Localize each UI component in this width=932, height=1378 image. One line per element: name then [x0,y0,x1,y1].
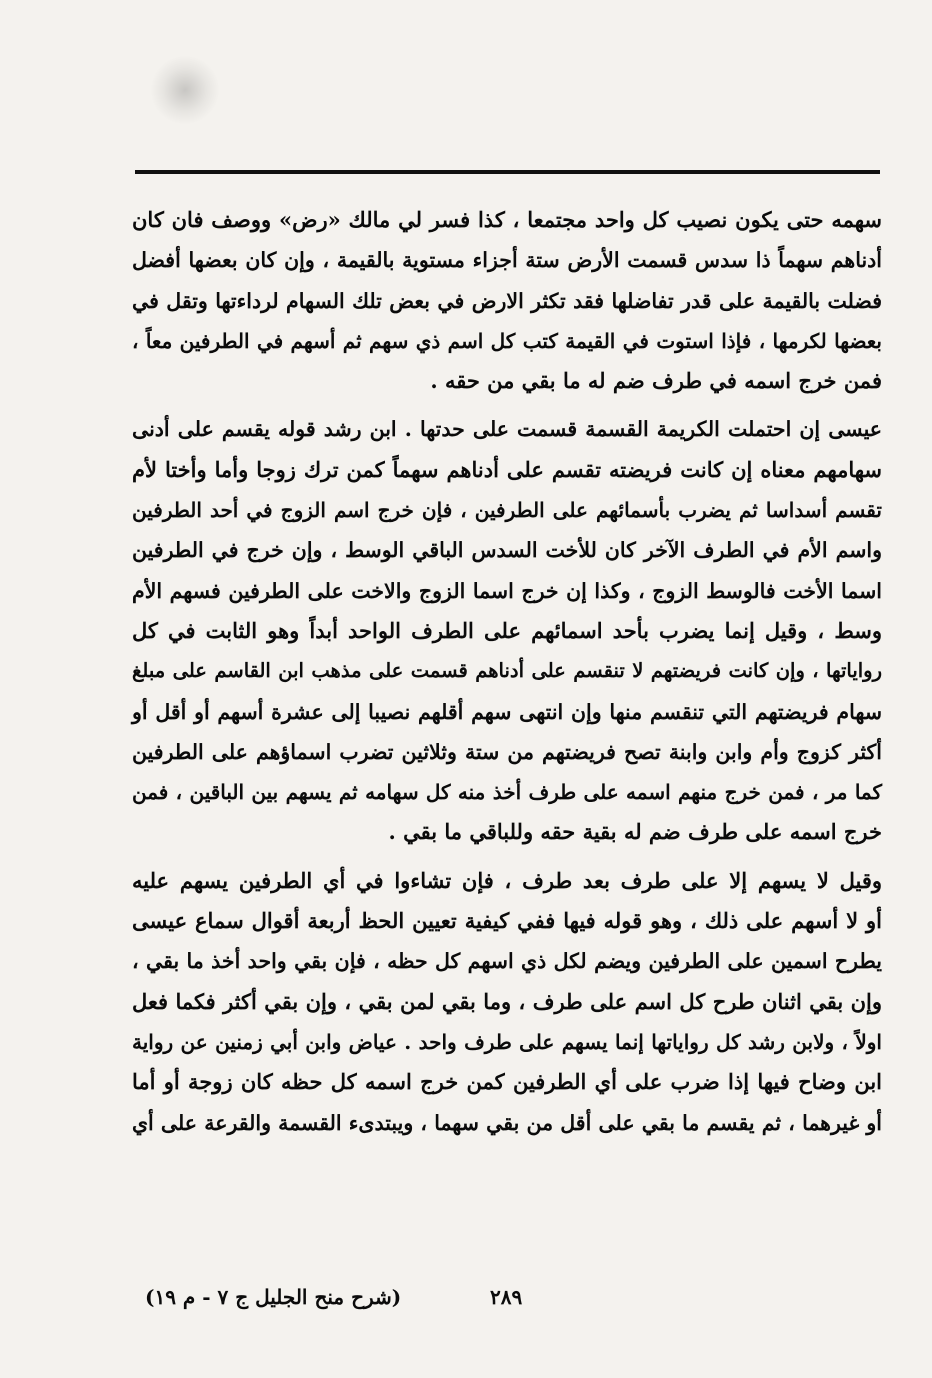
text-line: فمن خرج اسمه في طرف ضم له ما بقي من حقه . [430,368,882,394]
text-line: أو غيرهما ، ثم يقسم ما بقي على أقل من بقي سهما ، ويبتدىء القسمة والقرعة على أي [132,1110,882,1135]
text-line: واسم الأم في الطرف الآخر كان للأخت السدس الباقي الوسط ، وإن خرج في الطرفين [132,538,882,563]
paragraph-2 [132,409,882,852]
header-rule [135,170,880,174]
text-line: أدناهم سهماً ذا سدس قسمت الأرض ستة أجزاء مستوية بالقيمة ، وإن كان بعضها أفضل [132,248,882,273]
scan-smudge [150,55,220,125]
text-line: سهام فريضتهم التي تنقسم منها وإن انتهى سهم أقلهم نصيبا إلى عشرة أسهم أو أقل أو [132,699,882,724]
body-text [132,200,882,1143]
text-line: بعضها لكرمها ، فإذا استوت في القيمة كتب كل اسم ذي سهم ثم أسهم في الطرفين معاً ، [132,328,882,353]
text-line: عيسى إن احتملت الكريمة القسمة قسمت على حدتها . ابن رشد قوله يقسم على أدنى [132,417,882,442]
text-line: أو لا أسهم على ذلك ، وهو قوله فيها ففي كيفية تعيين الحظ أربعة أقوال سماع عيسى [132,908,882,934]
text-line: اولاً ، ولابن رشد كل رواياتها إنما يسهم على طرف واحد . عياض وابن أبي زمنين عن رواية [132,1029,882,1054]
text-line: وسط ، وقيل إنما يضرب بأحد اسمائهم على الطرف الواحد أبداً وهو الثابت في كل [132,617,882,643]
text-line: أكثر كزوج وأم وابن وابنة تصح فريضتهم من ستة وثلاثين تضرب اسماؤهم على الطرفين [132,739,882,764]
paragraph-1 [132,200,882,401]
text-line: سهمه حتى يكون نصيب كل واحد مجتمعا ، كذا فسر لي مالك «رض» ووصف فان كان [132,207,882,232]
text-line: اسما الأخت فالوسط الزوج ، وكذا إن خرج اسما الزوج والاخت على الطرفين فسهم الأم [132,578,882,603]
page-footer [135,1285,880,1325]
text-line: رواياتها ، وإن كانت فريضتهم لا تنقسم على أدناهم قسمت على مذهب ابن القاسم على مبلغ [132,659,882,683]
text-line: فضلت بالقيمة على قدر تفاضلها فقد تكثر الارض في بعض تلك السهام لرداءتها وتقل في [132,288,882,313]
text-line: تقسم أسداسا ثم يضرب بأسمائهم على الطرفين ، فإن خرج اسم الزوج في أحد الطرفين [132,498,882,523]
page-number: ٢٨٩ [490,1285,523,1309]
paragraph-3 [132,861,882,1143]
text-line: ابن وضاح فيها إذا ضرب على أي الطرفين كمن خرج اسمه كل حظه كان زوجة أو أما [132,1069,882,1095]
text-line: وقيل لا يسهم إلا على طرف بعد طرف ، فإن تشاءوا في أي الطرفين يسهم عليه [132,867,882,893]
text-line: خرج اسمه على طرف ضم له بقية حقه وللباقي ما بقي . [388,819,882,845]
text-line: سهامهم معناه إن كانت فريضته تقسم على أدناهم سهماً كمن ترك زوجا وأما وأختا لأم [132,456,882,482]
text-line: وإن بقي اثنان طرح كل اسم على طرف ، وما بقي لمن بقي ، وإن بقي أكثر فكما فعل [132,988,882,1014]
volume-reference: (شرح منح الجليل ج ٧ - م ١٩) [145,1285,402,1309]
text-line: كما مر ، فمن خرج منهم اسمه على طرف أخذ منه كل سهامه ثم يسهم بين الباقين ، فمن [132,780,882,805]
text-line: يطرح اسمين على الطرفين ويضم لكل ذي اسهم كل حظه ، فإن بقي واحد أخذ ما بقي ، [132,949,882,974]
